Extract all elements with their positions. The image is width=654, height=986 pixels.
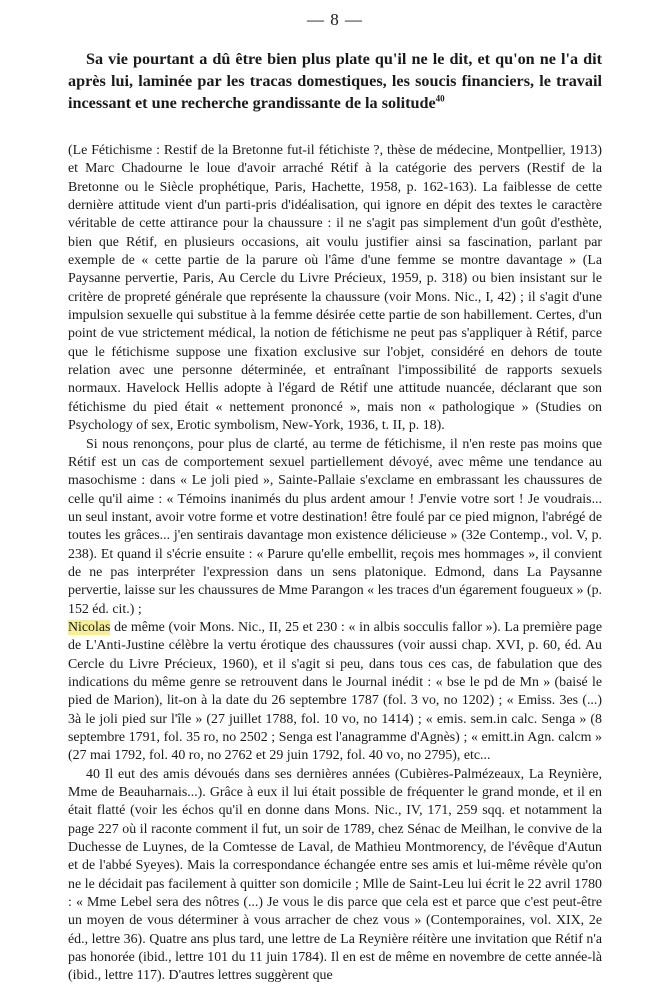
footnotes [68,142,602,986]
note-paragraph-2-text: Si nous renonçons, pour plus de clarté, au terme de fétichisme, il n'en reste pas moins que Rétif est un cas de comportement sexuel partiellement dévoyé, avec même une tendance au masochisme : dans « Le joli pied », Sainte-Pallaie s'exclame en embrassant les chaussures de celle qu'il aime : « Témoins inanimés du plus ardent amour ! J'envie votre sort ! Je voudrais... un seul instant, avoir votre forme et votre destination! être foulé par ce pied mignon, l'abrégé de toutes les grâces... j'en sentirais davantage mon existence délicieuse » (32e Contemp., vol. V, p. 238). Et quand il s'écrie ensuite : « Parure qu'elle embellit, reçois mes hommages », il convient de ne pas interpréter l'expression dans un sens platonique. Edmond, dans La Paysanne pervertie, laisse sur les chaussures de Mme Parangon « les traces d'un égarement fougueux » (p. 152 éd. cit.) ; [68,436,602,617]
note-paragraph-2 [68,436,602,766]
note-paragraph-1: (Le Fétichisme : Restif de la Bretonne fut-il fétichiste ?, thèse de médecine, Montpellier, 1913) et Marc Chadourne le loue d'avoir arraché Rétif à la catégorie des pervers (Restif de la Bretonne ou le Siècle prophétique, Paris, Hachette, 1958, p. 162-163). La faiblesse de cette dernière attitude vient d'un parti-pris d'idéalisation, qui ignore en dépit des textes le caractère véritable de cette attirance pour la chaussure : il ne s'agit pas simplement d'un goût d'esthète, bien que Rétif, en plusieurs occasions, ait voulu justifier ainsi sa fascination, parlant par exemple de « cette partie de la parure où l'âme d'une femme se montre davantage » (La Paysanne pervertie, Paris, Au Cercle du Livre Précieux, 1959, p. 318) ou bien insistant sur le critère de propreté générale que représente la chaussure (voir Mons. Nic., I, 42) ; il s'agit d'une impulsion sexuelle qui substitue à la femme désirée cette partie de son habillement. Certes, d'un point de vue strictement médical, la notion de fétichisme ne peut pas s'appliquer à Rétif, parce que le fétichisme suppose une fixation exclusive sur l'objet, considéré en dehors de toute relation avec une personne déterminée, et entraînant l'impossibilité de rapports sexuels normaux. Havelock Hellis adopte à l'égard de Rétif une attitude nuancée, déclarant que son fétichisme du pied était « nettement prononcé », mais non « pathologique » (Studies on Psychology of sex, Erotic symbolism, New-York, 1936, t. II, p. 18). [68,143,602,434]
footnote-40: 40 Il eut des amis dévoués dans ses dernières années (Cubières-Palmézeaux, La Reynière, Mme de Beauharnais...). Grâce à eux il lui était possible de fréquenter le grand monde, et il en était flatté (voir les échos qu'il en donne dans Mons. Nic., IV, 171, 259 sqq. et notamment la page 227 où il raconte comment il fut, un soir de 1789, chez Sénac de Meilhan, le convive de la Duchesse de Luynes, de la Comtesse de Laval, de Mathieu Montmorency, de l'évêque d'Autun et de l'abbé Syeyes). Mais la correspondance échangée entre ses amis et lui-même révèle qu'on ne le décidait pas facilement à quitter son domicile ; Mlle de Saint-Leu lui écrit le 22 avril 1780 : « Mme Lebel sera des nôtres (...) Je vous le dis parce que cela est et parce que c'est peut-être un moyen de vous déterminer à vous arracher de chez vous » (Contemporaines, vol. XIX, 2e éd., lettre 36). Quatre ans plus tard, une lettre de La Reynière réitère une invitation que Rétif n'a pas honorée (ibid., lettre 101 du 11 juin 1784). Il en est de même en novembre de cette année-là (ibid., lettre 117). D'autres lettres suggèrent que [68,766,602,984]
note-paragraph-2-cont: de même (voir Mons. Nic., II, 25 et 230 : « in albis socculis fallor »). La première page de L'Anti-Justine célèbre la vertu érotique des chaussures (voir aussi chap. XVI, p. 60, éd. Au Cercle du Livre Précieux, 1960), et il s'agit si peu, dans tous ces cas, de fabulation que des indications du même genre se retrouvent dans le Journal inédit : « bse le pd de Mn » (baisé le pied de Marion), lit-on à la date du 26 septembre 1787 (fol. 3 vo, no 1202) ; « Emiss. 3es (...) 3à le joli pied sur l'île » (27 juillet 1788, fol. 10 vo, no 1414) ; « emis. sem.in calc. Senga » (8 septembre 1791, fol. 35 ro, no 2502 ; Senga est l'anagramme d'Agnès) ; « emitt.in Agn. calcm » (27 mai 1792, fol. 40 ro, no 2762 et 29 juin 1792, fol. 40 vo, no 2795), etc... [68,619,602,764]
lead-paragraph [68,48,602,114]
page-number: — 8 — [307,10,363,29]
highlighted-word[interactable]: Nicolas [68,619,111,635]
footnote-ref[interactable]: 40 [435,93,445,104]
lead-text: Sa vie pourtant a dû être bien plus plate qu'il ne le dit, et qu'on ne l'a dit après lui, laminée par les tracas domestiques, les soucis financiers, le travail incessant et une recherche grandissante de la solitude [68,50,602,112]
